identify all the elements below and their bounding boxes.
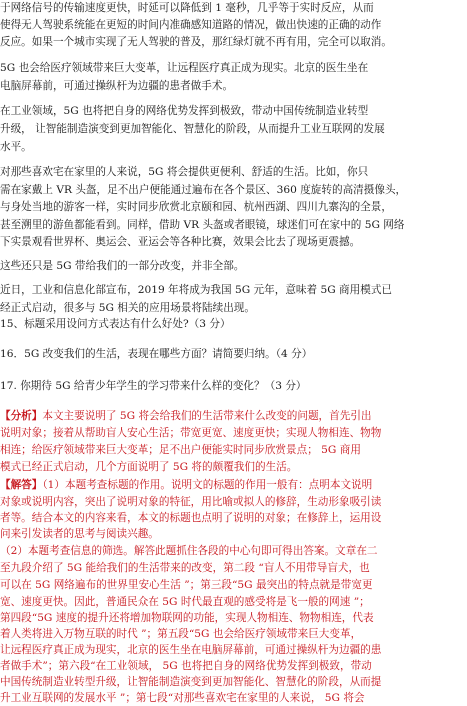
passage-line: 升级， 让智能制造演变到更加智能化、智慧化的阶段，从而提升工业互联网的发展 [0, 123, 385, 135]
passage-line: 5G 也会给医疗领域带来巨大变革，让远程医疗真正成为现实。北京的医生坐在 [0, 62, 369, 74]
analysis-line: 本文主要说明了 5G 将会给我们的生活带来什么改变的问题，首先引出 [42, 410, 372, 422]
answer-line: （2）本题考查信息的筛选。解答此题抓住各段的中心句即可得出答案。文章在二 [0, 545, 378, 557]
passage-line: 甚至溯里的游鱼都能看到。同样，借助 VR 头盔或者眼镜，球迷们可在家中的 5G 网络 [0, 219, 405, 231]
passage-line: 反应。如果一个城市实现了无人驾驶的普及，那红绿灯就不再有用，完全可以取消。 [0, 36, 392, 48]
passage-line: 使得无人驾驶系统能在更短的时间内准确感知道路的情况，做出快速的正确的动作 [0, 19, 382, 31]
answer-line: 可以在 5G 网络遍布的世界里安心生活 ”；第三段“5G 最突出的特点就是带宽更 [0, 579, 373, 591]
answer-line: 宽、速度更快。因此，普通民众在 5G 时代最直观的感受将是飞一般的网速 ”； [0, 596, 370, 608]
passage-line: 这些还只是 5G 带给我们的一部分改变，并非全部。 [0, 260, 245, 272]
passage-line: 于网络信号的传输速度更快，时延可以降低到 1 毫秒，几乎等于实时反应，从而 [0, 2, 374, 14]
question-15: 15、标题采用设问方式表达有什么好处?（3 分） [0, 318, 231, 330]
answer-line: 中国传统制造业转型升级，让智能制造演变到更加智能化、智慧化的阶段，从而提 [0, 676, 382, 688]
answer-line: 第四段“5G 速度的提升还将增加物联网的功能，实现人物相连、物物相连，代表 [0, 612, 374, 624]
passage-line: 在工业领域，5G 也将把自身的网络优势发挥到极致，带动中国传统制造业转型 [0, 105, 369, 117]
passage-line: 近日，工业和信息化部宣布，2019 年将成为我国 5G 元年，意味着 5G 商用模式已 [0, 284, 393, 296]
analysis-line: 说明对象；接着从帮助盲人安心生活；带宽更宽、速度更快；实现人物相连、物物 [0, 427, 382, 439]
answer-line: 问来引发读者的思考与阅读兴趣。 [0, 528, 159, 540]
passage-line: 需在家戴上 VR 头盔，足不出户便能通过遍布在各个景区、360 度旋转的高清摄像头， [0, 184, 407, 196]
answer-line: （1）本题考查标题的作用。说明文的标题的作用一般有：点明本文说明 [42, 479, 373, 491]
question-16: 16．5G 改变我们的生活，表现在哪些方面？请简要归纳。（4 分） [0, 348, 313, 360]
passage-line: 与身处当地的游客一样，实时同步欣赏北京颐和园、杭州西湖、四川九寨沟的全景， [0, 201, 392, 213]
question-17: 17. 你期待 5G 给青少年学生的学习带来什么样的变化？（3 分） [0, 380, 307, 392]
passage-line: 对那些喜欢宅在家里的人来说，5G 将会提供更便利、舒适的生活。比如，你只 [0, 166, 369, 178]
passage-line: 经正式启动，很多与 5G 相关的应用场景将陆续出现。 [0, 302, 255, 314]
passage-line: 水平。 [0, 141, 32, 153]
answer-line: 至九段介绍了 5G 能给我们的生活带来的改变，第二段 “盲人不用带导盲犬，也 [0, 562, 370, 574]
answer-line: 者等。结合本文的内容来看，本文的标题也点明了说明的对象；在修辞上，运用设 [0, 512, 382, 524]
answer-line: 升工业互联网的发展水平 ”；第七段“对那些喜欢宅在家里的人来说， 5G 将会 [0, 692, 365, 704]
answer-line: 者做手术”；第六段“在工业领域， 5G 也将把自身的网络优势发挥到极致，带动 [0, 660, 372, 672]
analysis-label: 【分析】 [0, 410, 43, 422]
analysis-line: 模式已经正式启动，几个方面说明了 5G 将的颇覆我们的生活。 [0, 461, 298, 473]
passage-line: 下实景观看世界杯、奥运会、亚运会等各种比赛，效果会比去了现场更震撼。 [0, 236, 361, 248]
answer-line: 让远程医疗真正成为现实，北京的医生坐在电脑屏幕前，可通过操纵杆为边疆的患 [0, 644, 382, 656]
analysis-line: 相连；给医疗领域带来巨大变革；足不出户便能实时同步欣赏景点； 5G 商用 [0, 444, 361, 456]
answer-line: 着人类将进入万物互联的时代 ”；第五段“5G 也会给医疗领域带来巨大变革， [0, 628, 362, 640]
answer-line: 对象或说明内容，突出了说明对象的特征，用比喻或拟人的修辞，生动形象吸引读 [0, 496, 382, 508]
answer-label: 【解答】 [0, 479, 43, 491]
passage-line: 电脑屏幕前，可通过操纵杆为边疆的患者做手术。 [0, 80, 234, 92]
